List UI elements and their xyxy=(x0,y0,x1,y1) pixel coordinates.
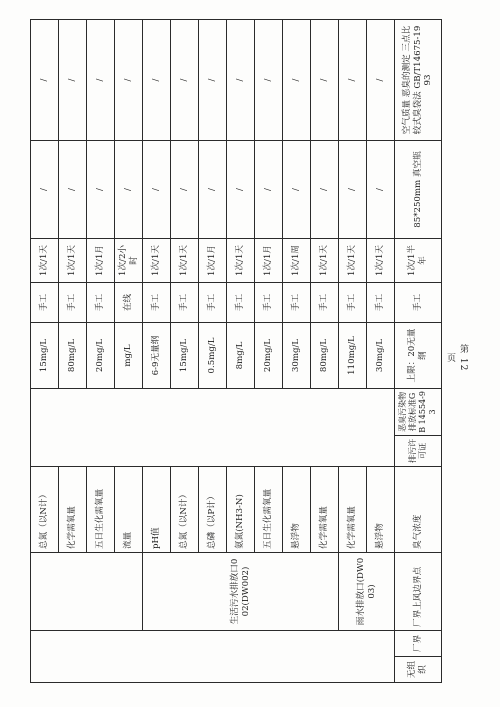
table-row xyxy=(339,20,367,683)
item-cell: 化学需氧量 xyxy=(311,467,339,553)
table-row xyxy=(395,20,442,683)
limit-cell: 6-9无量纲 xyxy=(143,323,171,389)
equip-cell: / xyxy=(171,141,199,239)
freq-cell: 1次/1天 xyxy=(171,239,199,283)
freq-cell: 1次/1周 xyxy=(283,239,311,283)
item-cell: 悬浮物 xyxy=(283,467,311,553)
analysis-cell: / xyxy=(367,20,395,141)
method-cell: 手工 xyxy=(255,283,283,323)
method-cell: 在线 xyxy=(115,283,143,323)
item-cell: pH值 xyxy=(143,467,171,553)
page-number: 第 12 页 xyxy=(445,344,468,372)
monitoring-table-wrapper xyxy=(30,20,440,683)
method-cell: 手工 xyxy=(31,283,59,323)
limit-cell: mg/L xyxy=(115,323,143,389)
monitoring-table xyxy=(30,19,442,683)
equip-cell: / xyxy=(143,141,171,239)
freq-cell: 1次/1半年 xyxy=(395,239,442,283)
limit-cell: 30mg/L xyxy=(367,323,395,389)
item-cell: 总氮（以N计） xyxy=(31,467,59,553)
item-cell: 五日生化需氧量 xyxy=(255,467,283,553)
freq-cell: 1次/1月 xyxy=(255,239,283,283)
unorganized-cell-empty xyxy=(31,631,395,683)
freq-cell: 1次/1天 xyxy=(339,239,367,283)
method-cell: 手工 xyxy=(59,283,87,323)
limit-cell: 上限：20无量纲 xyxy=(395,323,442,389)
equip-cell: / xyxy=(227,141,255,239)
analysis-cell: / xyxy=(339,20,367,141)
item-cell: 总磷（以P计） xyxy=(199,467,227,553)
limit-cell: 8mg/L xyxy=(227,323,255,389)
analysis-cell: / xyxy=(59,20,87,141)
item-cell: 流量 xyxy=(115,467,143,553)
analysis-cell: / xyxy=(199,20,227,141)
analysis-cell: / xyxy=(283,20,311,141)
limit-cell: 20mg/L xyxy=(255,323,283,389)
freq-cell: 1次/1天 xyxy=(59,239,87,283)
rain-outlet-label: 雨水排放口(DW003) xyxy=(339,553,395,631)
method-cell: 手工 xyxy=(87,283,115,323)
limit-cell: 30mg/L xyxy=(283,323,311,389)
freq-cell: 1次/1天 xyxy=(143,239,171,283)
freq-cell: 1次/1天 xyxy=(227,239,255,283)
method-cell: 手工 xyxy=(339,283,367,323)
method-cell: 手工 xyxy=(311,283,339,323)
permit-cell-empty xyxy=(31,389,395,467)
item-cell: 总氮（以N计） xyxy=(171,467,199,553)
method-cell: 手工 xyxy=(367,283,395,323)
analysis-cell: / xyxy=(31,20,59,141)
item-cell: 五日生化需氧量 xyxy=(87,467,115,553)
method-cell: 手工 xyxy=(227,283,255,323)
equip-cell: / xyxy=(199,141,227,239)
analysis-cell: / xyxy=(87,20,115,141)
analysis-cell: / xyxy=(171,20,199,141)
equip-cell: 85*250mm 真空瓶 xyxy=(395,141,442,239)
item-cell: 氨氮(NH3-N) xyxy=(227,467,255,553)
analysis-cell: / xyxy=(255,20,283,141)
equip-cell: / xyxy=(311,141,339,239)
limit-cell: 15mg/L xyxy=(171,323,199,389)
analysis-cell: 空气质量 恶臭的测定 三点比较式臭袋法 GB/T14675-1993 xyxy=(395,20,442,141)
item-cell: 化学需氧量 xyxy=(59,467,87,553)
equip-cell: / xyxy=(115,141,143,239)
freq-cell: 1次/1天 xyxy=(367,239,395,283)
equip-cell: / xyxy=(339,141,367,239)
equip-cell: / xyxy=(59,141,87,239)
method-cell: 手工 xyxy=(395,283,442,323)
limit-cell: 80mg/L xyxy=(59,323,87,389)
equip-cell: / xyxy=(31,141,59,239)
analysis-cell: / xyxy=(115,20,143,141)
table-row xyxy=(31,20,59,683)
freq-cell: 1次/1月 xyxy=(199,239,227,283)
item-cell: 臭气浓度 xyxy=(395,467,442,553)
item-cell: 化学需氧量 xyxy=(339,467,367,553)
method-cell: 手工 xyxy=(283,283,311,323)
permit-standard-cell xyxy=(395,389,442,467)
method-cell: 手工 xyxy=(143,283,171,323)
limit-cell: 15mg/L xyxy=(31,323,59,389)
table-row xyxy=(143,20,171,683)
limit-cell: 0.5mg/L xyxy=(199,323,227,389)
unorganized-label: 无组织 xyxy=(395,656,441,682)
equip-cell: / xyxy=(367,141,395,239)
boundary-point-label: 厂界上风边界点 xyxy=(395,553,442,631)
boundary-label: 厂界 xyxy=(412,634,423,653)
freq-cell: 1次/1天 xyxy=(31,239,59,283)
standard-label: 恶臭污染物排放标准GB 14554-93 xyxy=(398,391,437,433)
method-cell: 手工 xyxy=(171,283,199,323)
analysis-cell: / xyxy=(311,20,339,141)
permit-label: 排污许可证 xyxy=(395,435,441,466)
domestic-outlet-label: 生活污水排放口002(DW002) xyxy=(143,553,339,631)
freq-cell: 1次/2小时 xyxy=(115,239,143,283)
limit-cell: 80mg/L xyxy=(311,323,339,389)
freq-cell: 1次/1月 xyxy=(87,239,115,283)
equip-cell: / xyxy=(255,141,283,239)
analysis-cell: / xyxy=(227,20,255,141)
equip-cell: / xyxy=(87,141,115,239)
item-cell: 悬浮物 xyxy=(367,467,395,553)
analysis-cell: / xyxy=(143,20,171,141)
method-cell: 手工 xyxy=(199,283,227,323)
freq-cell: 1次/1天 xyxy=(311,239,339,283)
limit-cell: 20mg/L xyxy=(87,323,115,389)
equip-cell: / xyxy=(283,141,311,239)
boundary-group-cell xyxy=(395,631,442,683)
limit-cell: 110mg/L xyxy=(339,323,367,389)
outlet-cell-previous xyxy=(31,553,143,631)
